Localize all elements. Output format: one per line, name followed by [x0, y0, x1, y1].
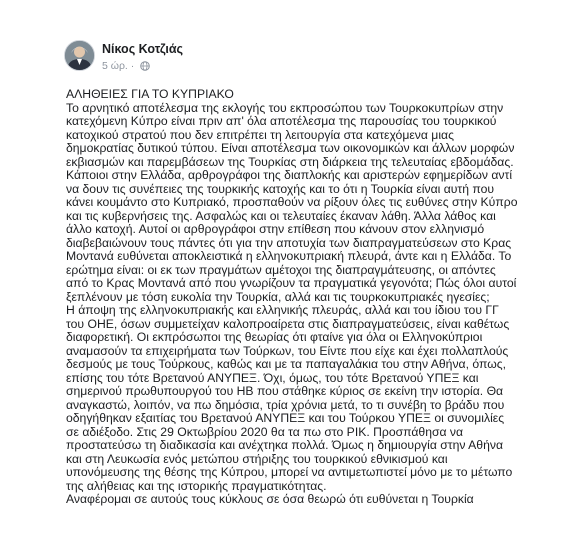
post-heading: ΑΛΗΘΕΙΕΣ ΓΙΑ ΤΟ ΚΥΠΡΙΑΚΟ [66, 87, 234, 101]
post-body [66, 88, 518, 507]
author-name[interactable]: Νίκος Κοτζιάς [102, 42, 184, 56]
avatar-image [65, 41, 94, 70]
bottom-fade [0, 520, 574, 534]
author-avatar[interactable] [64, 40, 95, 71]
post-paragraph: Αναφέρομαι σε αυτούς τους κύκλους σε όσα θεωρώ ότι ευθύνεται η Τουρκία [66, 492, 474, 506]
post-paragraph: Το αρνητικό αποτέλεσμα της εκλογής του εκπροσώπου των Τουρκοκυπρίων στην κατεχόμενη Κύπρο είναι πριν απ' όλα αποτέλεσμα της παρουσίας του τουρκικού κατοχικού στρατού που δεν επιτρέπει τη λειτουργία στα κατεχόμενα μιας δημοκρατίας δυτικού τύπου. Είναι αποτέλεσμα των οικονομικών και άλλων μορφών εκβιασμών και παρεμβάσεων της Τουρκίας στη διάρκεια της τελευταίας εβδομάδας. Κάποιοι στην Ελλάδα, αρθρογράφοι της διαπλοκής και αριστερών εφημερίδων αντί να δουν τις συνέπειες της τουρκικής κατοχής και το ότι η Τουρκία είναι αυτή που κάνει κουμάντο στο Κυπριακό, προσπαθούν να ρίξουν όλες τις ευθύνες στην Κύπρο και τις κυβερνήσεις της. Ασφαλώς και οι τελευταίες έκαναν λάθη. Άλλα λάθος και άλλο κατοχή. Αυτοί οι αρθρογράφοι στην επίθεση που κάνουν στον ελληνισμό διαβεβαιώνουν τους πάντες ότι για την αποτυχία των διαπραγματεύσεων στο Κρας Μοντανά ευθύνεται αποκλειστικά η ελληνοκυπριακή πλευρά, άντε και η Ελλάδα. Το ερώτημα είναι: οι εκ των πραγμάτων αμέτοχοι της διαπραγμάτευσης, οι απόντες από το Κρας Μοντανά από που γνωρίζουν τα πραγματικά γεγονότα; Πώς όλοι αυτοί ξεπλένουν με τόση ευκολία την Τουρκία, αλλά και τις τουρκοκυπριακές ηγεσίες; [66, 100, 518, 304]
post-paragraph: Η άποψη της ελληνοκυπριακής και ελληνικής πλευράς, αλλά και του ίδιου του ΓΓ του ΟΗΕ, όσων συμμετείχαν καλοπροαίρετα στις διαπραγματεύσεις, είναι καθέτως διαφορετική. Οι εκπρόσωποι της θεωρίας ότι φταίνε για όλα οι Ελληνοκύπριοι αναμασούν τα επιχειρήματα των Τούρκων, του Είντε που είχε και έχει πολλαπλούς δεσμούς με τους Τούρκους, καθώς και με τα παπαγαλάκια του στην Αθήνα, όπως, επίσης του τότε Βρετανού ΑΝΥΠΕΞ. Όχι, όμως, του τότε Βρετανού ΥΠΕΞ και σημερινού πρωθυπουργού του ΗΒ που στάθηκε κύριος σε εκείνη την ιστορία. Θα αναγκαστώ, λοιπόν, να πω δημόσια, τρία χρόνια μετά, το τι συνέβη το βράδυ που οδηγήθηκαν εξαιτίας του Βρετανού ΑΝΥΠΕΞ και του Τούρκου ΥΠΕΞ οι συνομιλίες σε αδιέξοδο. Στις 29 Οκτωβρίου 2020 θα τα πω στο ΡΙΚ. Προσπάθησα να προστατεύσω τη διαδικασία και ανέχτηκα πολλά. Όμως η δημιουργία στην Αθήνα και στη Λευκωσία ενός μετώπου στήριξης του τουρκικού εθνικισμού και υπονόμευσης της θέσης της Κύπρου, μπορεί να αντιμετωπιστεί μόνο με το μέτωπο της αλήθειας και της ιστορικής πραγματικότητας. [66, 303, 513, 493]
post-meta [102, 60, 150, 74]
globe-icon[interactable] [140, 61, 150, 74]
post-time[interactable]: 5 ώρ. · [102, 60, 135, 72]
